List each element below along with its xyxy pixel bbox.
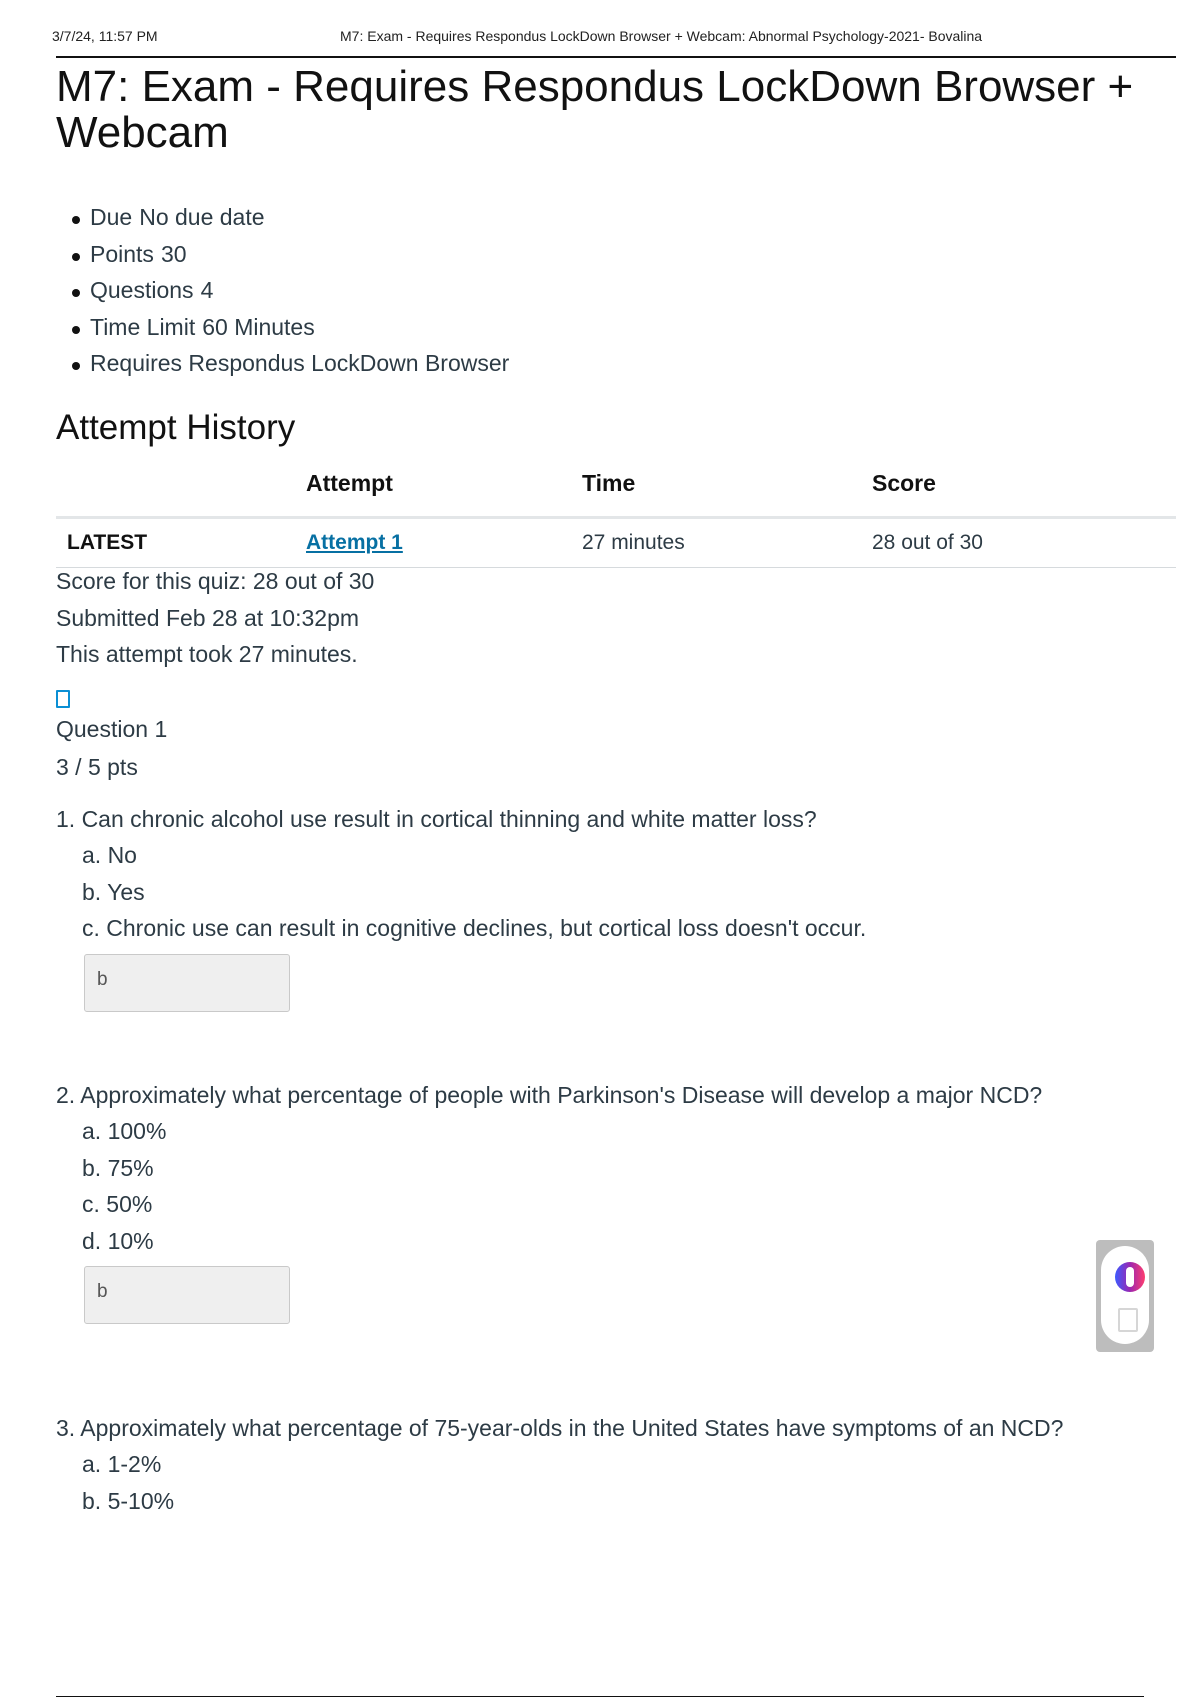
attempt-cell — [306, 518, 582, 568]
print-timestamp: 3/7/24, 11:57 PM — [52, 28, 158, 44]
detail-label: Points — [90, 240, 154, 267]
score-cell: 28 out of 30 — [872, 518, 1176, 568]
question-label: Question 1 — [56, 716, 168, 742]
flag-box-icon[interactable] — [56, 690, 70, 708]
page-title: M7: Exam - Requires Respondus LockDown Browser + Webcam — [56, 62, 1134, 157]
option-d: d. 10% — [82, 1227, 154, 1254]
detail-label: Time Limit — [90, 313, 196, 340]
header-score: Score — [872, 470, 1176, 518]
time-cell: 27 minutes — [582, 518, 872, 568]
answer-field[interactable]: b — [84, 954, 290, 1012]
header-attempt: Attempt — [306, 470, 582, 518]
option-a: a. 100% — [82, 1118, 167, 1144]
submitted-time: Submitted Feb 28 at 10:32pm — [56, 604, 360, 631]
option-c: c. Chronic use can result in cognitive declines, but cortical loss doesn't occur. — [82, 915, 867, 941]
detail-value: 60 Minutes — [202, 313, 315, 340]
question-1 — [56, 806, 866, 1012]
question-stem: 1. Can chronic alcohol use result in cortical thinning and white matter loss? — [56, 806, 817, 832]
detail-label: Requires Respondus LockDown Browser — [90, 350, 510, 376]
question-stem: 3. Approximately what percentage of 75-year-olds in the United States have symptoms of an NCD? — [56, 1415, 1064, 1441]
detail-value: 4 — [200, 277, 214, 303]
answer-field[interactable]: b — [84, 1266, 290, 1324]
header-time: Time — [582, 470, 872, 518]
assistant-logo-icon[interactable] — [1115, 1262, 1145, 1292]
detail-label: Questions — [90, 277, 194, 303]
attempt-duration: This attempt took 27 minutes. — [56, 641, 358, 667]
question-points: 3 / 5 pts — [56, 754, 138, 780]
option-b: b. Yes — [82, 878, 145, 905]
option-b: b. 75% — [82, 1154, 154, 1181]
detail-due — [72, 204, 509, 241]
table-row — [56, 518, 1176, 568]
question-stem: 2. Approximately what percentage of people with Parkinson's Disease will develop a major NCD? — [56, 1082, 1043, 1108]
option-a: a. No — [82, 842, 137, 868]
floating-assistant-widget[interactable] — [1096, 1240, 1154, 1352]
option-a: a. 1-2% — [82, 1451, 162, 1477]
document-icon[interactable] — [1118, 1308, 1138, 1332]
quiz-details-list — [72, 204, 509, 387]
attempt-history-title: Attempt History — [56, 408, 296, 447]
latest-tag: LATEST — [56, 518, 306, 568]
header-blank — [56, 470, 306, 518]
widget-pill — [1101, 1246, 1149, 1344]
detail-value: 30 — [160, 240, 187, 267]
question-3 — [56, 1415, 1063, 1524]
detail-time-limit — [72, 314, 509, 351]
attempt-link[interactable]: Attempt 1 — [306, 531, 403, 554]
quiz-score: Score for this quiz: 28 out of 30 — [56, 568, 375, 594]
detail-questions — [72, 277, 509, 314]
header-divider — [56, 56, 1176, 58]
detail-value: No due date — [139, 204, 265, 230]
detail-points — [72, 241, 509, 278]
footer-divider — [56, 1696, 1144, 1697]
attempt-history-table — [56, 470, 1176, 568]
option-c: c. 50% — [82, 1191, 153, 1217]
table-header-row — [56, 470, 1176, 518]
attempt-summary — [56, 568, 374, 678]
question-header — [56, 716, 167, 792]
detail-label: Due — [90, 204, 133, 230]
question-2 — [56, 1082, 1042, 1324]
option-b: b. 5-10% — [82, 1487, 175, 1514]
print-doc-title: M7: Exam - Requires Respondus LockDown Browser + Webcam: Abnormal Psychology-2021- Bovalina — [340, 28, 983, 44]
detail-lockdown — [72, 350, 509, 387]
